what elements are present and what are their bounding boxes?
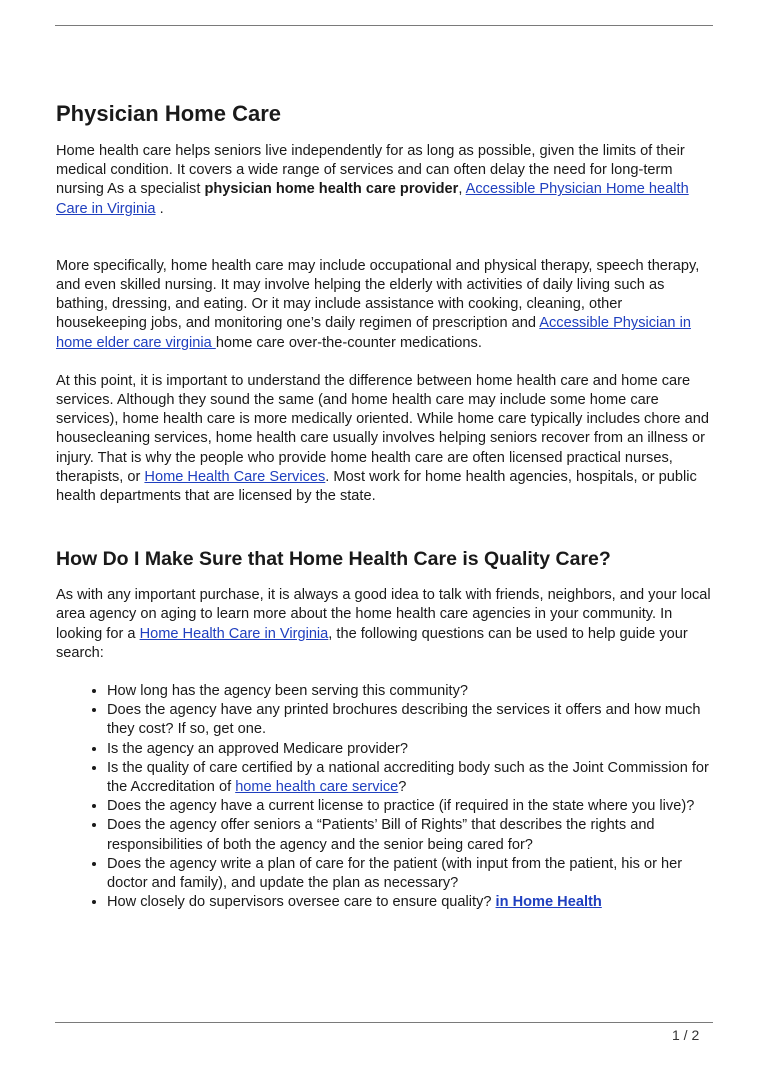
in-home-health-link-text: in Home Health	[495, 894, 602, 911]
list-item-end: ?	[398, 779, 407, 796]
elder-care-link[interactable]: Accessible Physician in home elder care virginia	[56, 315, 691, 351]
list-item: • Does the agency offer seniors a “Patients’ Bill of Rights” that describes the rights and responsibilities of both the agency and the senior being cared for?	[107, 816, 716, 854]
list-item: • Does the agency write a plan of care for the patient (with input from the patient, his or her doctor and family), and update the plan as necessary?	[107, 855, 716, 893]
quality-end: , the following questions can be used to help guide your search:	[56, 625, 688, 661]
intro-bold-text: physician home health care provider	[204, 181, 459, 198]
services-end: home care over-the-counter medications.	[215, 334, 482, 351]
page-title: Physician Home Care	[56, 101, 281, 126]
quality-paragraph	[56, 586, 716, 663]
questions-list	[56, 682, 716, 912]
services-text: More specifically, home health care may include occupational and physical therapy, speech therapy, and even skilled nursing. It may involve helping the elderly with activities of daily living such as bathing, dressing, and eating. Or it may include assistance with cooking, cleaning, other housekeeping jobs, and monitoring one’s daily regimen of prescription and	[56, 257, 700, 332]
difference-text: At this point, it is important to understand the difference between home health care and home care services. Although they sound the same (and home health care may include some home care services), home health care is more medically oriented. While home care typically includes chore and housecleaning services, home health care usually involves helping seniors recover from an illness or injury. That is why the people who provide home health care are often licensed practical nurses, therapists, or	[56, 372, 709, 485]
list-item: • Is the agency an approved Medicare provider?	[107, 740, 716, 759]
difference-end: . Most work for home health agencies, hospitals, or public health departments that are licensed by the state.	[56, 468, 697, 505]
list-item-text: How closely do supervisors oversee care to ensure quality?	[107, 894, 496, 911]
list-item: • How long has the agency been serving this community?	[107, 682, 716, 701]
difference-paragraph	[56, 372, 716, 506]
top-rule	[55, 25, 713, 26]
intro-separator: ,	[458, 181, 466, 198]
document-body	[56, 100, 716, 913]
quality-heading: How Do I Make Sure that Home Health Care is Quality Care?	[56, 548, 611, 571]
page-number: 1 / 2	[672, 1027, 700, 1043]
bottom-rule	[55, 1022, 713, 1023]
list-item-text: Is the quality of care certified by a national accrediting body such as the Joint Commission for the Accreditation of	[107, 759, 709, 796]
accessible-physician-link[interactable]: Accessible Physician Home health Care in Virginia	[56, 181, 689, 217]
quality-text: As with any important purchase, it is always a good idea to talk with friends, neighbors, and your local area agency on aging to learn more about the home health care agencies in your community. In looking for a	[56, 587, 711, 642]
list-item: • Does the agency have a current license to practice (if required in the state where you live)?	[107, 797, 716, 816]
home-health-virginia-link[interactable]: Home Health Care in Virginia	[139, 625, 329, 642]
intro-end: .	[155, 200, 164, 217]
list-item	[107, 759, 716, 797]
home-health-services-link[interactable]: Home Health Care Services	[144, 468, 326, 485]
intro-text: Home health care helps seniors live independently for as long as possible, given the limits of their medical condition. It covers a wide range of services and can often delay the need for long-term nursing As a specialist	[56, 143, 685, 198]
intro-paragraph	[56, 142, 716, 219]
services-paragraph	[56, 257, 716, 353]
list-item: • Does the agency have any printed brochures describing the services it offers and how much they cost? If so, get one.	[107, 701, 716, 739]
in-home-health-link[interactable]	[496, 894, 602, 910]
list-item	[107, 893, 716, 912]
home-health-care-service-link[interactable]: home health care service	[235, 779, 399, 796]
